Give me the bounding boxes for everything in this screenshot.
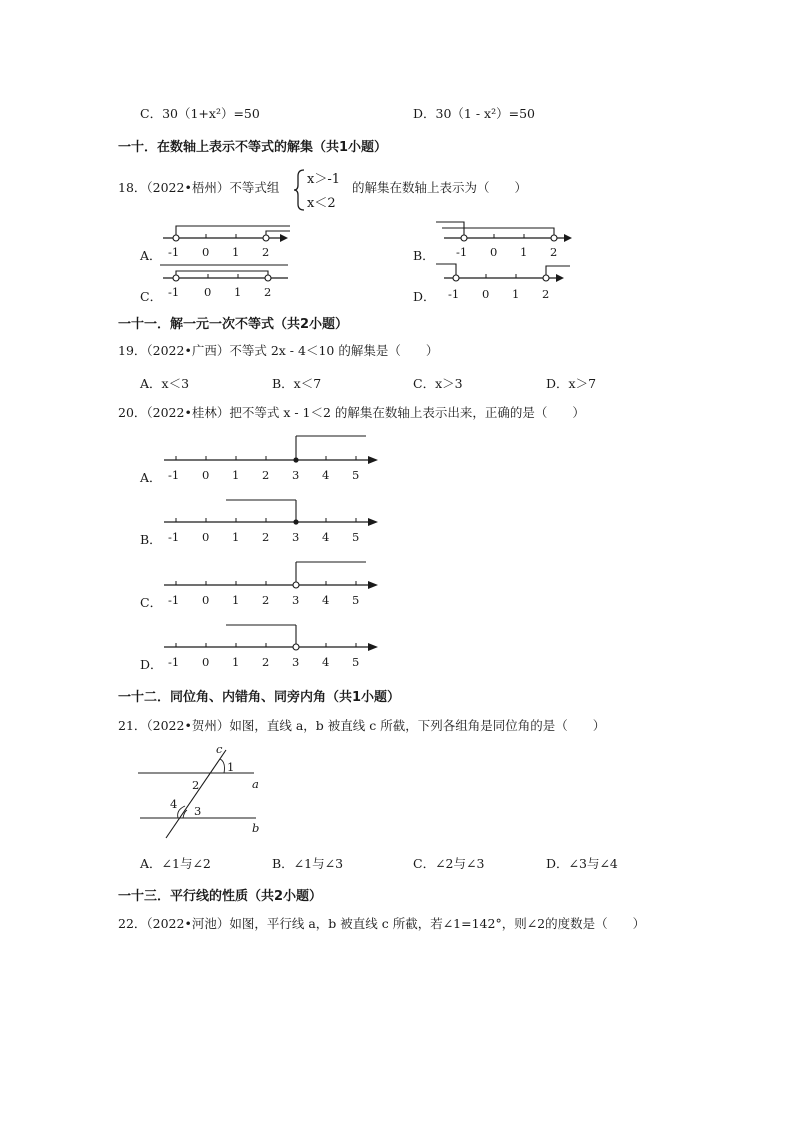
option-b-label[interactable]: B． <box>413 248 435 263</box>
tick-label: 5 <box>352 593 360 607</box>
tick-label: 2 <box>264 285 272 299</box>
number-line-b <box>160 496 390 546</box>
tick-label: 0 <box>202 593 210 607</box>
tick-label: 0 <box>202 245 210 259</box>
option-b[interactable]: B．x＜7 <box>272 376 322 391</box>
option-c[interactable]: C．30（1+x²）=50 <box>140 106 260 121</box>
option-c[interactable]: C．x＞3 <box>413 376 463 391</box>
tick-label: 3 <box>292 655 300 669</box>
line-label-a: a <box>252 777 259 791</box>
tick-label: -1 <box>168 285 180 299</box>
tick-label: 2 <box>550 245 558 259</box>
tick-label: -1 <box>168 593 180 607</box>
tick-label: 4 <box>322 468 330 482</box>
tick-label: -1 <box>168 530 180 544</box>
tick-label: -1 <box>456 245 468 259</box>
number-line-a <box>160 434 390 484</box>
tick-label: -1 <box>168 245 180 259</box>
question-stem-prefix: 18．（2022•梧州）不等式组 <box>118 180 280 195</box>
tick-label: -1 <box>168 655 180 669</box>
angle-label-1: 1 <box>227 760 235 774</box>
tick-label: 2 <box>262 530 270 544</box>
question-stem: 22．（2022•河池）如图，平行线 a，b 被直线 c 所截，若∠1=142°，则∠2的度数是（ ） <box>118 916 646 931</box>
option-d-label[interactable]: D． <box>140 657 163 672</box>
number-line-c <box>160 262 300 302</box>
brace-icon <box>294 168 306 212</box>
line-label-b: b <box>252 821 260 835</box>
option-a-label[interactable]: A． <box>140 470 162 485</box>
line-label-c: c <box>216 742 223 756</box>
option-d[interactable]: D．30（1 - x²）=50 <box>413 106 535 121</box>
angle-label-3: 3 <box>194 804 202 818</box>
number-line-d <box>160 621 390 671</box>
option-a[interactable]: A．x＜3 <box>140 376 190 391</box>
tick-label: 0 <box>204 285 212 299</box>
option-a[interactable]: A．∠1与∠2 <box>140 856 211 871</box>
question-stem: 19．（2022•广西）不等式 2x - 4＜10 的解集是（ ） <box>118 343 439 358</box>
tick-label: 4 <box>322 655 330 669</box>
tick-label: 5 <box>352 655 360 669</box>
system-line-1: x＞-1 <box>307 172 340 187</box>
option-a-label[interactable]: A． <box>140 248 162 263</box>
option-d-label[interactable]: D． <box>413 289 436 304</box>
question-stem: 20．（2022•桂林）把不等式 x - 1＜2 的解集在数轴上表示出来，正确的是（ ） <box>118 405 585 420</box>
number-line-d <box>436 260 586 304</box>
tick-label: 0 <box>202 530 210 544</box>
tick-label: 2 <box>542 287 550 301</box>
tick-label: 1 <box>232 245 240 259</box>
tick-label: 2 <box>262 245 270 259</box>
angle-label-4: 4 <box>170 797 178 811</box>
tick-label: 2 <box>262 468 270 482</box>
number-line-b <box>436 218 586 262</box>
tick-label: 1 <box>520 245 528 259</box>
tick-label: 1 <box>232 655 240 669</box>
tick-label: 1 <box>232 530 240 544</box>
tick-label: -1 <box>168 468 180 482</box>
tick-label: 0 <box>490 245 498 259</box>
section-heading: 一十三．平行线的性质（共2小题） <box>118 889 323 904</box>
option-c[interactable]: C．∠2与∠3 <box>413 856 485 871</box>
number-line-c <box>160 559 390 609</box>
option-b[interactable]: B．∠1与∠3 <box>272 856 344 871</box>
tick-label: 4 <box>322 530 330 544</box>
tick-label: 0 <box>482 287 490 301</box>
tick-label: 4 <box>322 593 330 607</box>
tick-label: 1 <box>232 593 240 607</box>
tick-label: 2 <box>262 655 270 669</box>
option-d[interactable]: D．∠3与∠4 <box>546 856 618 871</box>
section-heading: 一十．在数轴上表示不等式的解集（共1小题） <box>118 140 388 155</box>
tick-label: -1 <box>448 287 460 301</box>
question-stem: 21．（2022•贺州）如图，直线 a，b 被直线 c 所截，下列各组角是同位角的是（ ） <box>118 718 606 733</box>
tick-label: 1 <box>234 285 242 299</box>
tick-label: 2 <box>262 593 270 607</box>
angle-label-2: 2 <box>192 778 200 792</box>
tick-label: 3 <box>292 468 300 482</box>
tick-label: 1 <box>232 468 240 482</box>
number-line-a <box>160 222 300 262</box>
section-heading: 一十一．解一元一次不等式（共2小题） <box>118 317 349 332</box>
system-line-2: x＜2 <box>307 196 336 211</box>
option-d[interactable]: D．x＞7 <box>546 376 597 391</box>
option-c-label[interactable]: C． <box>140 595 163 610</box>
tick-label: 3 <box>292 530 300 544</box>
parallel-lines-figure <box>136 742 276 842</box>
section-heading: 一十二．同位角、内错角、同旁内角（共1小题） <box>118 690 401 705</box>
option-b-label[interactable]: B． <box>140 532 162 547</box>
tick-label: 0 <box>202 468 210 482</box>
tick-label: 1 <box>512 287 520 301</box>
tick-label: 5 <box>352 530 360 544</box>
tick-label: 0 <box>202 655 210 669</box>
tick-label: 3 <box>292 593 300 607</box>
option-c-label[interactable]: C． <box>140 289 163 304</box>
question-stem-suffix: 的解集在数轴上表示为（ ） <box>352 180 528 195</box>
tick-label: 5 <box>352 468 360 482</box>
